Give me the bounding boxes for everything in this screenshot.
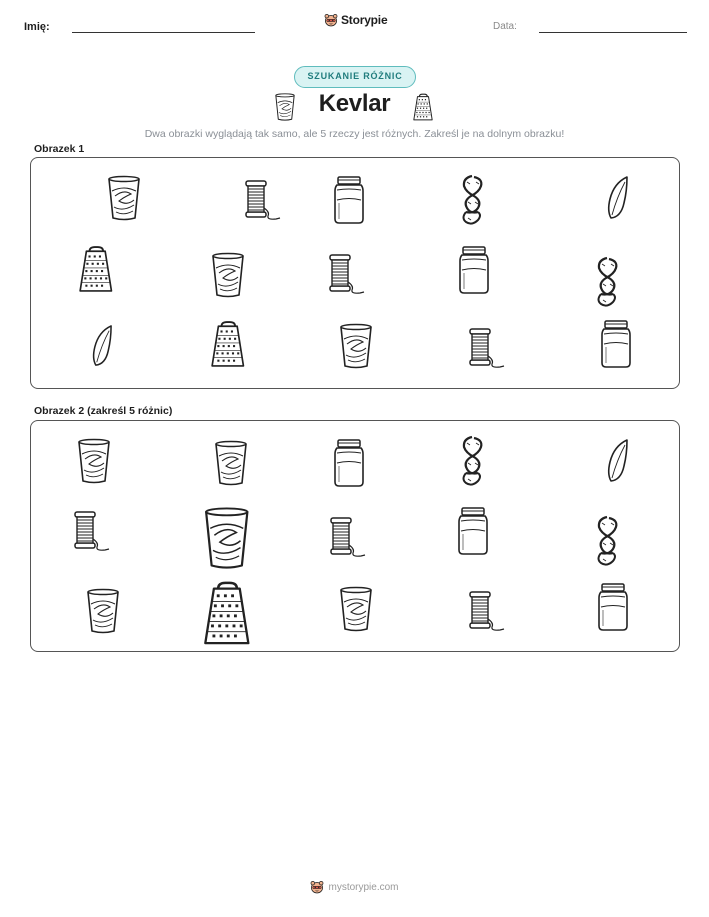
page-title: Kevlar (318, 90, 391, 117)
date-line[interactable] (539, 32, 687, 33)
footer-url: mystorypie.com (328, 881, 399, 893)
rope-icon[interactable] (458, 435, 488, 487)
grater-icon (209, 320, 247, 368)
grater-icon[interactable] (201, 580, 253, 646)
jar-icon (599, 319, 633, 369)
jar-icon (332, 175, 366, 225)
spool-icon[interactable] (466, 589, 506, 633)
panel-1-label: Obrazek 1 (34, 143, 85, 155)
grater-icon (412, 92, 434, 122)
spool-icon (326, 252, 366, 296)
jar-icon[interactable] (332, 438, 366, 488)
cup-icon[interactable] (202, 505, 252, 571)
cup-icon (210, 251, 246, 299)
grater-icon (77, 245, 115, 293)
rope-icon (593, 256, 623, 308)
cup-icon (338, 322, 374, 370)
cup-icon[interactable] (76, 437, 112, 485)
jar-icon[interactable] (456, 506, 490, 556)
panel-2-label: Obrazek 2 (zakreśl 5 różnic) (34, 405, 173, 417)
name-label: Imię: (24, 21, 50, 33)
spool-icon (242, 178, 282, 222)
rope-icon (458, 174, 488, 226)
leaf-icon[interactable] (606, 438, 630, 484)
cup-icon[interactable] (213, 439, 249, 487)
spool-icon[interactable] (327, 515, 367, 559)
cup-icon[interactable] (338, 585, 374, 633)
cup-icon[interactable] (85, 587, 121, 635)
date-label: Data: (493, 21, 517, 32)
leaf-icon (91, 324, 114, 368)
spool-icon (466, 326, 506, 370)
spool-icon[interactable] (71, 509, 111, 553)
picture-2[interactable] (30, 420, 680, 652)
leaf-icon (606, 175, 630, 221)
footer (0, 880, 709, 894)
picture-1 (30, 157, 680, 389)
storypie-logo-icon (310, 880, 324, 894)
name-line[interactable] (72, 32, 255, 33)
cup-icon (106, 174, 142, 222)
brand (324, 13, 387, 27)
category-badge: SZUKANIE RÓŻNIC (294, 66, 416, 88)
rope-icon[interactable] (593, 515, 623, 567)
instructions: Dwa obrazki wyglądają tak samo, ale 5 rzeczy jest różnych. Zakreśl je na dolnym obrazku! (144, 128, 565, 140)
storypie-logo-icon (324, 13, 338, 27)
jar-icon[interactable] (596, 582, 630, 632)
jar-icon (457, 245, 491, 295)
brand-name: Storypie (341, 13, 388, 27)
